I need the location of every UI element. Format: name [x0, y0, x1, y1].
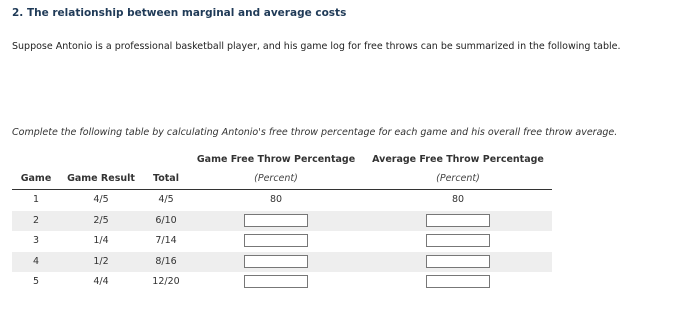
header-total: Total [153, 173, 179, 184]
cell-game: 3 [32, 235, 40, 246]
game-pct-input-4[interactable] [244, 255, 308, 268]
cell-game-result: 4/4 [93, 276, 109, 287]
intro-text: Suppose Antonio is a professional basketball player, and his game log for free throws can be summarized in the following table. [12, 41, 621, 52]
cell-game-result: 2/5 [93, 214, 109, 226]
header-avg-pct-unit: (Percent) [436, 173, 480, 184]
game-pct-input-3[interactable] [244, 234, 308, 247]
table-group-header [12, 154, 552, 170]
cell-total: 7/14 [155, 235, 177, 246]
free-throw-table [12, 154, 552, 293]
header-game-free-throw-percentage: Game Free Throw Percentage [196, 154, 356, 165]
cell-game-pct: 80 [269, 194, 283, 205]
section-heading: 2. The relationship between marginal and average costs [12, 7, 347, 19]
cell-game: 2 [32, 214, 40, 226]
table-row [12, 190, 552, 211]
header-game: Game [20, 173, 52, 184]
cell-total: 12/20 [152, 276, 180, 287]
avg-pct-input-2[interactable] [426, 214, 490, 227]
cell-game: 4 [32, 255, 40, 267]
header-game-pct-unit: (Percent) [254, 173, 298, 184]
table-header-row [12, 170, 552, 190]
cell-game: 1 [32, 194, 40, 205]
cell-total: 6/10 [155, 214, 177, 226]
avg-pct-input-5[interactable] [426, 275, 490, 288]
table-row [12, 231, 552, 252]
cell-game: 5 [32, 276, 40, 287]
game-pct-input-5[interactable] [244, 275, 308, 288]
avg-pct-input-4[interactable] [426, 255, 490, 268]
cell-avg-pct: 80 [451, 194, 465, 205]
table-row [12, 252, 552, 273]
game-pct-input-2[interactable] [244, 214, 308, 227]
avg-pct-input-3[interactable] [426, 234, 490, 247]
table-row [12, 272, 552, 293]
cell-game-result: 4/5 [93, 194, 109, 205]
cell-total: 4/5 [158, 194, 174, 205]
cell-game-result: 1/4 [93, 235, 109, 246]
header-game-result: Game Result [67, 173, 135, 184]
table-row [12, 211, 552, 232]
cell-total: 8/16 [155, 255, 177, 267]
header-average-free-throw-percentage: Average Free Throw Percentage [372, 154, 544, 165]
cell-game-result: 1/2 [93, 255, 109, 267]
instruction-text: Complete the following table by calculating Antonio's free throw percentage for each game and his overall free throw average. [12, 127, 618, 138]
